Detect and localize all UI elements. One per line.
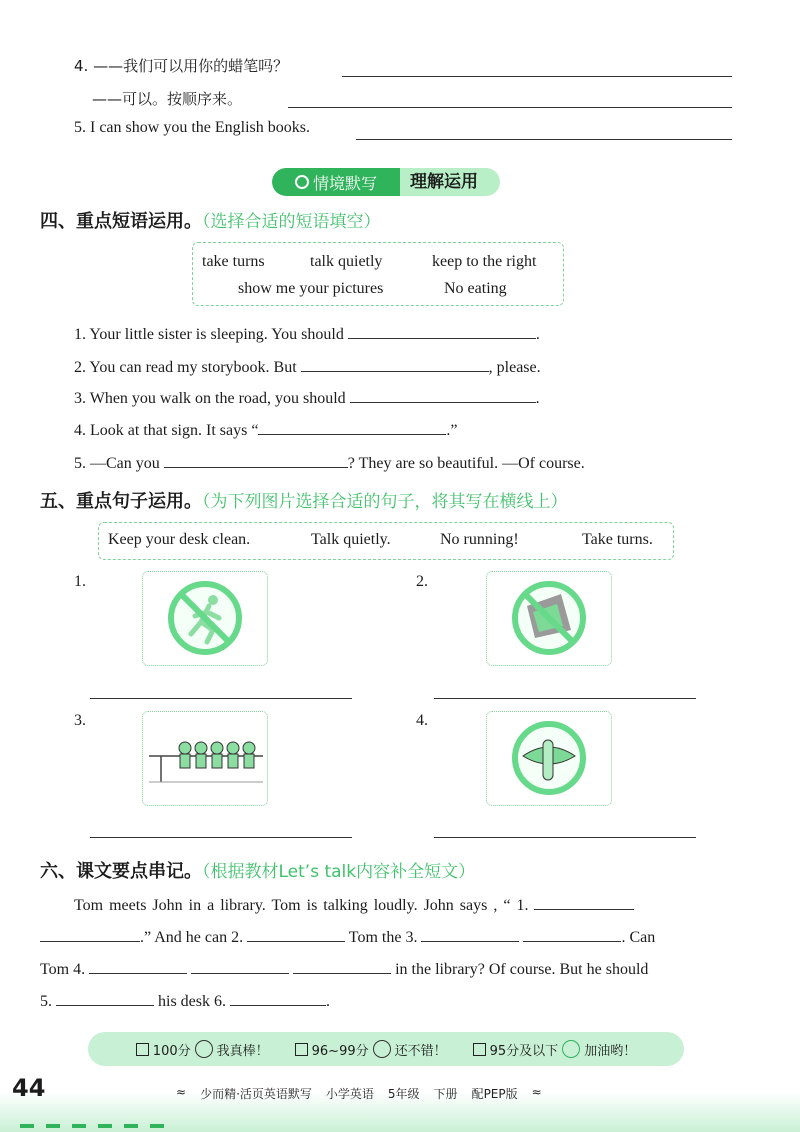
s4-q4-end: .” bbox=[446, 422, 458, 439]
no-running-icon bbox=[143, 572, 267, 665]
s6-blank-4a[interactable] bbox=[89, 955, 187, 974]
s6-p2-text-a: .” And he can 2. bbox=[140, 929, 244, 946]
s6-blank-2[interactable] bbox=[247, 923, 345, 942]
section4-note: （选择合适的短语填空） bbox=[202, 212, 381, 232]
s4-q1-text: 1. Your little sister is sleeping. You should bbox=[74, 326, 344, 343]
section-badge bbox=[272, 168, 500, 196]
option-take-turns: Take turns. bbox=[582, 531, 653, 548]
s4-q2-blank[interactable] bbox=[301, 353, 489, 372]
phrase-take-turns: take turns bbox=[202, 253, 265, 270]
shush-icon bbox=[487, 712, 611, 805]
score-95-label: 95分及以下 bbox=[489, 1043, 559, 1059]
s6-blank-1b[interactable] bbox=[40, 923, 140, 942]
footer-volume: 下册 bbox=[433, 1087, 458, 1101]
footer-edition: 配PEP版 bbox=[471, 1087, 518, 1101]
score-bar bbox=[88, 1032, 684, 1066]
s4-q5 bbox=[74, 449, 585, 473]
pic4-number: 4. bbox=[416, 712, 428, 729]
s4-q2 bbox=[74, 353, 541, 377]
s6-blank-3a[interactable] bbox=[421, 923, 519, 942]
s6-blank-4c[interactable] bbox=[293, 955, 391, 974]
section5-title: 五、重点句子运用。 bbox=[40, 491, 202, 512]
option-talk-quietly: Talk quietly. bbox=[311, 531, 391, 548]
q4-answer-line[interactable] bbox=[342, 58, 732, 77]
q4-reply: ——可以。按顺序来。 bbox=[92, 90, 243, 108]
s6-blank-4b[interactable] bbox=[191, 955, 289, 974]
score-option-100[interactable] bbox=[136, 1040, 269, 1059]
phrase-keep-right: keep to the right bbox=[432, 253, 537, 270]
s4-q2-text: 2. You can read my storybook. But bbox=[74, 359, 297, 376]
s6-blank-5[interactable] bbox=[56, 987, 154, 1006]
wave-icon: ≈ bbox=[176, 1085, 187, 1099]
wave-icon: ≈ bbox=[531, 1085, 542, 1099]
page-number: 44 bbox=[12, 1074, 46, 1102]
footer-subject: 小学英语 bbox=[325, 1087, 374, 1101]
option-keep-desk-clean: Keep your desk clean. bbox=[108, 531, 251, 548]
q4-row bbox=[74, 55, 288, 76]
option-no-running: No running! bbox=[440, 531, 519, 548]
score-100-msg: 我真棒！ bbox=[216, 1043, 269, 1059]
s4-q4-blank[interactable] bbox=[258, 416, 446, 435]
pic1-answer-line[interactable] bbox=[90, 680, 352, 699]
s4-q1-end: . bbox=[535, 326, 540, 343]
desk-icon bbox=[487, 572, 611, 665]
picture-talk-quietly bbox=[486, 711, 612, 806]
q4-reply-answer-line[interactable] bbox=[288, 89, 732, 108]
s6-line3 bbox=[40, 955, 648, 979]
s6-blank-1a[interactable] bbox=[534, 891, 634, 910]
s4-q5-text: 5. —Can you bbox=[74, 455, 160, 472]
picture-take-turns bbox=[142, 711, 268, 806]
s4-q1-blank[interactable] bbox=[348, 320, 536, 339]
q4-reply-row bbox=[92, 88, 242, 109]
s4-q3 bbox=[74, 384, 540, 408]
s4-q4-text: 4. Look at that sign. It says “ bbox=[74, 422, 259, 439]
cheer-face-icon bbox=[562, 1040, 580, 1058]
phrase-talk-quietly: talk quietly bbox=[310, 253, 383, 270]
s4-q3-text: 3. When you walk on the road, you should bbox=[74, 390, 346, 407]
pic4-answer-line[interactable] bbox=[434, 819, 696, 838]
s6-p1-text: Tom meets John in a library. Tom is talking loudly. John says , “ 1. bbox=[74, 897, 529, 914]
q5-prompt: 5. I can show you the English books. bbox=[74, 119, 310, 136]
badge-left bbox=[272, 168, 400, 196]
s4-q1 bbox=[74, 320, 540, 344]
q4-prompt: 4. ——我们可以用你的蜡笔吗？ bbox=[74, 57, 289, 75]
s4-q4 bbox=[74, 416, 458, 440]
score-96-msg: 还不错！ bbox=[394, 1043, 447, 1059]
phrase-no-eating: No eating bbox=[444, 280, 507, 297]
footer-dash-decor bbox=[20, 1124, 170, 1128]
s4-q3-end: . bbox=[535, 390, 540, 407]
s4-q3-blank[interactable] bbox=[350, 384, 536, 403]
checkbox-icon[interactable] bbox=[473, 1043, 486, 1056]
footer-info bbox=[176, 1085, 542, 1102]
score-option-95[interactable] bbox=[473, 1040, 637, 1059]
s6-p4-text-c: . bbox=[326, 993, 330, 1010]
s4-q2-end: , please. bbox=[488, 359, 541, 376]
s4-q5-blank[interactable] bbox=[164, 449, 348, 468]
section4-heading bbox=[40, 207, 381, 233]
score-100-label: 100分 bbox=[152, 1043, 191, 1059]
s4-q5-end: ? They are so beautiful. —Of course. bbox=[347, 455, 585, 472]
pic1-number: 1. bbox=[74, 573, 86, 590]
s6-line2 bbox=[40, 923, 655, 947]
score-option-96[interactable] bbox=[295, 1040, 447, 1059]
s6-p4-text-a: 5. bbox=[40, 993, 52, 1010]
footer-series: 少而精·活页英语默写 bbox=[200, 1087, 312, 1101]
s6-line4 bbox=[40, 987, 330, 1011]
pic3-answer-line[interactable] bbox=[90, 819, 352, 838]
s6-p4-text-b: his desk 6. bbox=[158, 993, 226, 1010]
pic3-number: 3. bbox=[74, 712, 86, 729]
section5-heading bbox=[40, 487, 568, 513]
badge-left-label: 情境默写 bbox=[312, 173, 377, 193]
section6-title: 六、课文要点串记。 bbox=[40, 861, 202, 882]
q5-row bbox=[74, 119, 310, 137]
s6-line1 bbox=[74, 891, 634, 915]
footer-grade: 5年级 bbox=[387, 1087, 420, 1101]
phrase-show-pictures: show me your pictures bbox=[238, 280, 384, 297]
picture-no-running bbox=[142, 571, 268, 666]
score-95-msg: 加油哟！ bbox=[584, 1043, 637, 1059]
checkbox-icon[interactable] bbox=[295, 1043, 308, 1056]
queue-icon bbox=[143, 712, 267, 805]
s6-p2-text-b: Tom the 3. bbox=[348, 929, 418, 946]
s6-blank-6[interactable] bbox=[230, 987, 326, 1006]
section6-note: （根据教材Let’s talk内容补全短文） bbox=[202, 862, 476, 882]
badge-right-label: 理解运用 bbox=[410, 172, 478, 192]
s6-blank-3b[interactable] bbox=[523, 923, 621, 942]
section6-heading bbox=[40, 857, 475, 883]
section4-title: 四、重点短语运用。 bbox=[40, 211, 202, 232]
score-96-label: 96~99分 bbox=[311, 1043, 369, 1059]
checkbox-icon[interactable] bbox=[136, 1043, 149, 1056]
picture-keep-desk-clean bbox=[486, 571, 612, 666]
s6-p2-text-c: . Can bbox=[621, 929, 656, 946]
badge-icon bbox=[295, 175, 309, 189]
smile-face-icon bbox=[373, 1040, 391, 1058]
section5-note: （为下列图片选择合适的句子，将其写在横线上） bbox=[202, 492, 568, 512]
q5-answer-line[interactable] bbox=[356, 121, 732, 140]
pic2-number: 2. bbox=[416, 573, 428, 590]
smiley-face-icon bbox=[195, 1040, 213, 1058]
s6-p3-text-b: in the library? Of course. But he should bbox=[395, 961, 649, 978]
s6-p3-text-a: Tom 4. bbox=[40, 961, 86, 978]
pic2-answer-line[interactable] bbox=[434, 680, 696, 699]
